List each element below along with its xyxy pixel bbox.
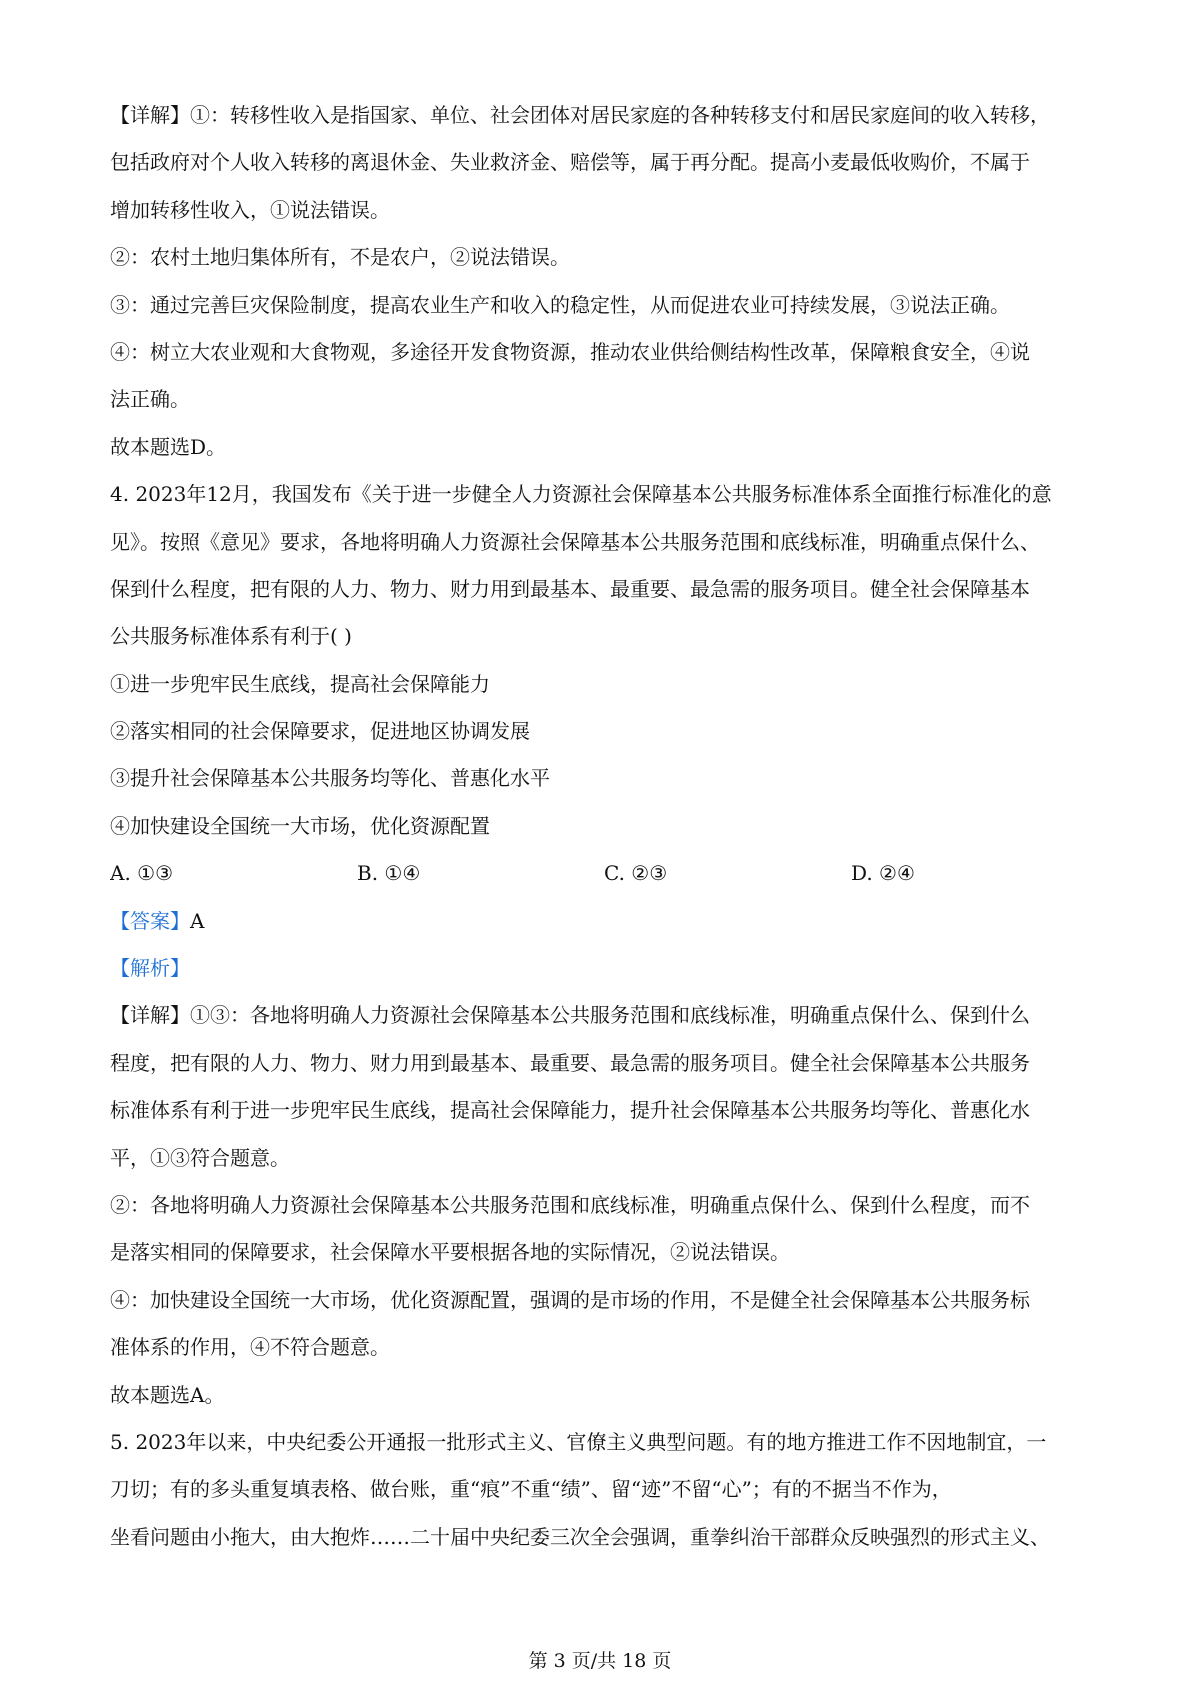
analysis-line bbox=[110, 945, 1100, 992]
analysis-tag: 【解析】 bbox=[110, 956, 190, 981]
text-line: ③：通过完善巨灾保险制度，提高农业生产和收入的稳定性，从而促进农业可持续发展，③说法正确。 bbox=[110, 292, 1010, 317]
statement-item: ②落实相同的社会保障要求，促进地区协调发展 bbox=[110, 719, 530, 744]
text-line: ④：加快建设全国统一大市场，优化资源配置，强调的是市场的作用，不是健全社会保障基本公共服务标 bbox=[110, 1287, 1030, 1312]
conclusion-line: 故本题选D。 bbox=[110, 434, 227, 459]
text-line: ④：树立大农业观和大食物观，多途径开发食物资源，推动农业供给侧结构性改革，保障粮食安全，④说 bbox=[110, 339, 1030, 364]
text-line: 程度，把有限的人力、物力、财力用到最基本、最重要、最急需的服务项目。健全社会保障基本公共服务 bbox=[110, 1050, 1030, 1075]
option-d: D. ②④ bbox=[851, 861, 915, 886]
option-b: B. ①④ bbox=[357, 861, 421, 886]
question-stem: 刀切；有的多头重复填表格、做台账，重“痕”不重“绩”、留“迹”不留“心”；有的不据当不作为， bbox=[110, 1477, 952, 1502]
page-content bbox=[110, 92, 1100, 1561]
option-a: A. ①③ bbox=[110, 861, 174, 886]
statement-item: ③提升社会保障基本公共服务均等化、普惠化水平 bbox=[110, 766, 550, 791]
text-line: 增加转移性收入，①说法错误。 bbox=[110, 197, 390, 222]
question-stem: 保到什么程度，把有限的人力、物力、财力用到最基本、最重要、最急需的服务项目。健全社会保障基本 bbox=[110, 576, 1030, 601]
text-line: ②：各地将明确人力资源社会保障基本公共服务范围和底线标准，明确重点保什么、保到什么程度，而不 bbox=[110, 1192, 1030, 1217]
text-line: 标准体系有利于进一步兜牢民生底线，提高社会保障能力，提升社会保障基本公共服务均等化、普惠化水 bbox=[110, 1098, 1030, 1123]
answer-line bbox=[110, 898, 1100, 945]
question-stem: 见》。按照《意见》要求，各地将明确人力资源社会保障基本公共服务范围和底线标准，明确重点保什么、 bbox=[110, 529, 1040, 554]
text-line: 【详解】①：转移性收入是指国家、单位、社会团体对居民家庭的各种转移支付和居民家庭间的收入转移， bbox=[110, 103, 1050, 127]
conclusion-line: 故本题选A。 bbox=[110, 1382, 225, 1407]
text-line: ②：农村土地归集体所有，不是农户，②说法错误。 bbox=[110, 245, 570, 270]
question-stem: 5. 2023年以来，中央纪委公开通报一批形式主义、官僚主义典型问题。有的地方推进工作不因地制宜，一 bbox=[110, 1429, 1047, 1454]
text-line: 【详解】①③：各地将明确人力资源社会保障基本公共服务范围和底线标准，明确重点保什么、保到什么 bbox=[110, 1003, 1030, 1028]
statement-item: ④加快建设全国统一大市场，优化资源配置 bbox=[110, 813, 490, 838]
option-c: C. ②③ bbox=[604, 861, 668, 886]
text-line: 是落实相同的保障要求，社会保障水平要根据各地的实际情况，②说法错误。 bbox=[110, 1240, 790, 1265]
answer-tag: 【答案】 bbox=[110, 908, 190, 933]
answer-value: A bbox=[190, 908, 205, 933]
text-line: 平，①③符合题意。 bbox=[110, 1145, 290, 1170]
answer-options bbox=[110, 850, 1100, 897]
text-line: 准体系的作用，④不符合题意。 bbox=[110, 1335, 390, 1360]
text-line: 法正确。 bbox=[110, 387, 190, 412]
statement-item: ①进一步兜牢民生底线，提高社会保障能力 bbox=[110, 671, 490, 696]
text-line: 包括政府对个人收入转移的离退休金、失业救济金、赔偿等，属于再分配。提高小麦最低收购价，不属于 bbox=[110, 150, 1030, 175]
question-stem: 公共服务标准体系有利于( ) bbox=[110, 624, 352, 649]
question-stem: 4. 2023年12月，我国发布《关于进一步健全人力资源社会保障基本公共服务标准体系全面推行标准化的意 bbox=[110, 482, 1052, 507]
page-number: 第 3 页/共 18 页 bbox=[528, 1650, 672, 1672]
question-stem: 坐看问题由小拖大，由大抱炸……二十届中央纪委三次全会强调，重拳纠治干部群众反映强烈的形式主义、 bbox=[110, 1524, 1050, 1549]
